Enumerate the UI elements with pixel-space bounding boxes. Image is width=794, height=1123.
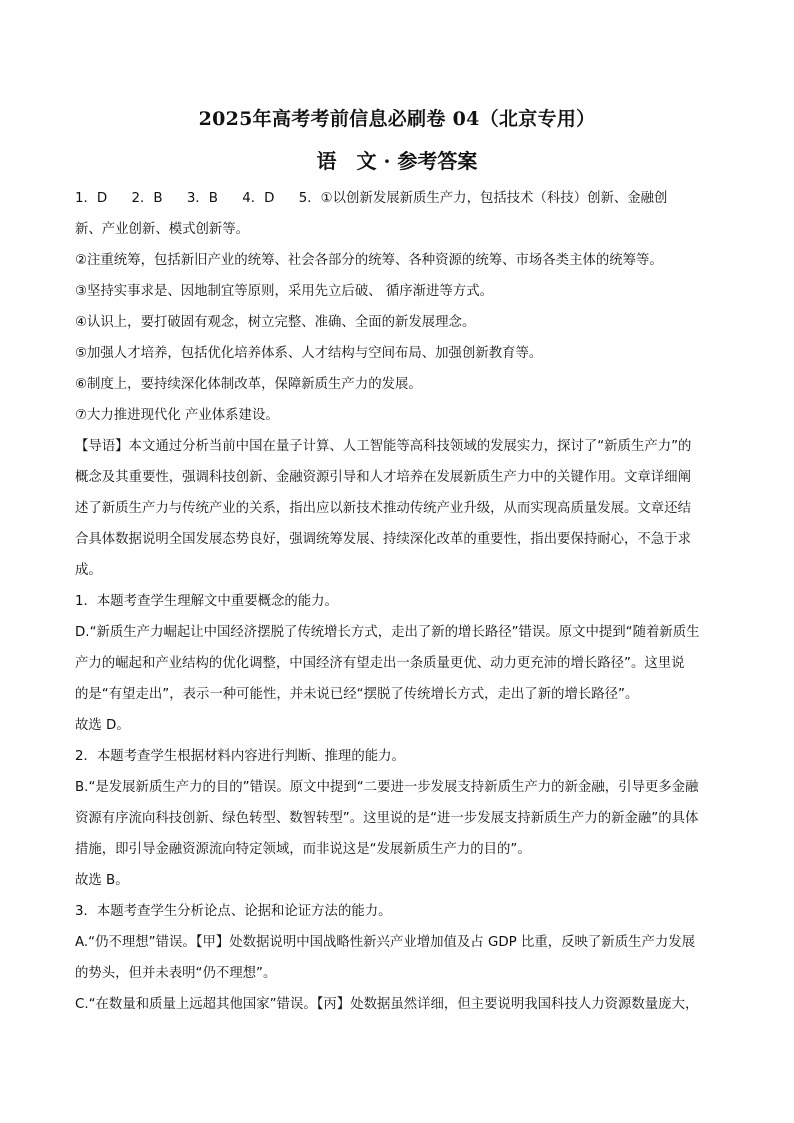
point-2: ②注重统筹，包括新旧产业的统筹、社会各部分的统筹、各种资源的统筹、市场各类主体的统筹等。 — [75, 253, 663, 268]
answer-q4: 4．D — [242, 191, 275, 206]
guide-line: 概念及其重要性，强调科技创新、金融资源引导和人才培养在发展新质生产力中的关键作用。文章详细阐 — [75, 470, 691, 485]
q2-explanation-line: 措施，即引导金融资源流向特定领域，而非说这是“发展新质生产力的目的”。 — [75, 842, 531, 857]
point-7: ⑦大力推进现代化 产业体系建设。 — [75, 408, 279, 423]
q2-explanation-line: B.“是发展新质生产力的目的”错误。原文中提到“二要进一步发展支持新质生产力的新金融，引导更多金融 — [75, 780, 699, 795]
q2-conclusion: 故选 B。 — [75, 873, 129, 888]
point-4: ④认识上，要打破固有观念，树立完整、准确、全面的新发展理念。 — [75, 315, 476, 330]
q1-explanation-line: 产力的崛起和产业结构的优化调整，中国经济有望走出一条质量更优、动力更充沛的增长路径”。这里说 — [75, 656, 685, 671]
point-6: ⑥制度上，要持续深化体制改革，保障新质生产力的发展。 — [75, 377, 422, 392]
q3-explanation-line: A.“仍不理想”错误。【甲】处数据说明中国战略性新兴产业增加值及占 GDP 比重，反映了新质生产力发展 — [75, 935, 696, 950]
q3-explanation-line: 的势头，但并未表明“仍不理想”。 — [75, 966, 277, 981]
q1-explanation-line: 的是“有望走出”，表示一种可能性，并未说已经“摆脱了传统增长方式，走出了新的增长路径”。 — [75, 687, 639, 702]
answer-q3: 3．B — [186, 191, 218, 206]
guide-line: 述了新质生产力与传统产业的关系，指出应以新技术推动传统产业升级，从而实现高质量发展。文章还结 — [75, 501, 691, 516]
point-3: ③坚持实事求是、因地制宜等原则，采用先立后破、 循序渐进等方式。 — [75, 284, 493, 299]
point-5: ⑤加强人才培养，包括优化培养体系、人才结构与空间布局、加强创新教育等。 — [75, 346, 543, 361]
q3-explanation-line: C.“在数量和质量上远超其他国家”错误。【丙】处数据虽然详细，但主要说明我国科技人力资源数量庞大， — [75, 997, 699, 1012]
document-body — [75, 183, 721, 1020]
guide-line: 合具体数据说明全国发展态势良好，强调统筹发展、持续深化改革的重要性，指出要保持耐心，不急于求 — [75, 532, 691, 547]
page-subtitle: 语 文 · 参考答案 — [316, 149, 478, 173]
answer-q2: 2．B — [131, 191, 163, 206]
q1-explanation-line: D.“新质生产力崛起让中国经济摆脱了传统增长方式，走出了新的增长路径”错误。原文中提到“随着新质生 — [75, 625, 700, 640]
q1-heading: 1．本题考查学生理解文中重要概念的能力。 — [75, 594, 338, 609]
answer-line — [75, 183, 721, 214]
answer-q5-continued: 新、产业创新、模式创新等。 — [75, 222, 250, 237]
guide-line: 成。 — [75, 563, 102, 578]
q1-conclusion: 故选 D。 — [75, 718, 130, 733]
page-title: 2025年高考考前信息必刷卷 04（北京专用） — [198, 108, 596, 130]
q2-heading: 2．本题考查学生根据材料内容进行判断、推理的能力。 — [75, 749, 405, 764]
q2-explanation-line: 资源有序流向科技创新、绿色转型、数智转型”。这里说的是“进一步发展支持新质生产力的新金融”的具体 — [75, 811, 699, 826]
answer-q5: 5．①以创新发展新质生产力，包括技术（科技）创新、金融创 — [298, 191, 668, 206]
answer-q1: 1．D — [75, 191, 108, 206]
q3-heading: 3．本题考查学生分析论点、论据和论证方法的能力。 — [75, 904, 392, 919]
guide-line: 【导语】本文通过分析当前中国在量子计算、人工智能等高科技领域的发展实力，探讨了“新质生产力”的 — [75, 439, 692, 454]
